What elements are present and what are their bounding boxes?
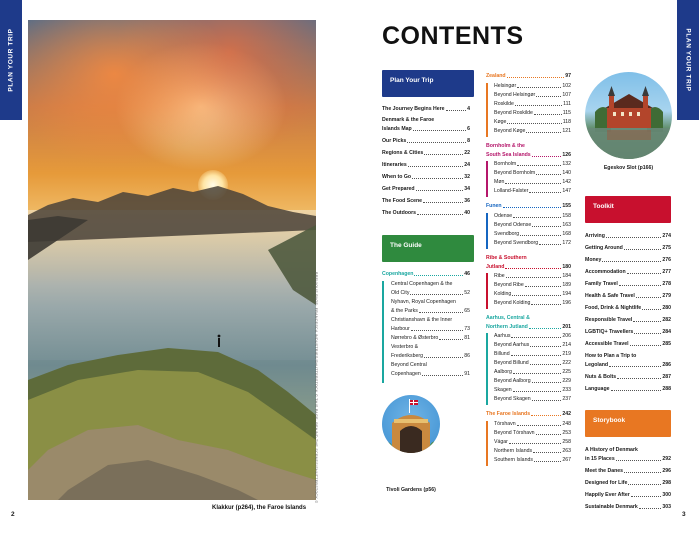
photo-credit: PREVIOUS PAGE: FRANCESCA INDUSTRIES/SHUTTERSTOCK © THIS PAGE: BEHIND THE SCENES/SHUTTERSTOCK © bbox=[314, 272, 318, 504]
toc-label: Accessible Travel bbox=[585, 341, 629, 347]
toc-label: Helsingør bbox=[494, 83, 517, 89]
toc-page: 284 bbox=[662, 329, 671, 335]
toc-page: 172 bbox=[562, 240, 571, 246]
toc-label: Accommodation bbox=[585, 269, 626, 275]
toc-entry[interactable] bbox=[585, 386, 671, 393]
toc-page: 52 bbox=[464, 290, 470, 296]
toc-page: 102 bbox=[562, 83, 571, 89]
toc-label: Responsible Travel bbox=[585, 317, 633, 323]
toc-label: LGBTIQ+ Travellers bbox=[585, 329, 634, 335]
toc-label: Lolland-Falster bbox=[494, 188, 529, 194]
toc-page: 6 bbox=[467, 126, 470, 132]
toc-page: 73 bbox=[464, 326, 470, 332]
side-tab-left-label: PLAN YOUR TRIP bbox=[7, 28, 15, 92]
toc-subentry-line1[interactable]: Vesterbro & bbox=[391, 344, 419, 350]
toc-subentry[interactable] bbox=[494, 351, 571, 358]
toc-label: Møn bbox=[494, 179, 505, 185]
ribe-bar bbox=[486, 273, 488, 309]
toc-page: 65 bbox=[464, 308, 470, 314]
toc-region-line1[interactable]: Aarhus, Central & bbox=[486, 315, 530, 321]
toc-label: Happily Ever After bbox=[585, 492, 630, 498]
toc-subentry-line1[interactable]: Christianshavn & the Inner bbox=[391, 317, 453, 323]
toc-entry[interactable]: Legoland 286 bbox=[585, 362, 671, 368]
toc-subentry[interactable] bbox=[494, 421, 571, 428]
toc-page: 222 bbox=[562, 360, 571, 366]
toc-label: Aalborg bbox=[494, 369, 512, 375]
toc-subentry[interactable] bbox=[494, 213, 571, 220]
toc-page: 24 bbox=[464, 162, 470, 168]
toc-label: The Food Scene bbox=[382, 198, 423, 204]
toc-entry[interactable] bbox=[585, 341, 671, 348]
toc-page: 292 bbox=[662, 456, 671, 462]
toc-subentry[interactable] bbox=[494, 240, 571, 247]
toc-label: Beyond Odense bbox=[494, 222, 532, 228]
toc-label: Tórshavn bbox=[494, 421, 516, 427]
toc-page: 91 bbox=[464, 371, 470, 377]
side-tab-left bbox=[0, 0, 22, 120]
toc-label: Nuts & Bolts bbox=[585, 374, 617, 380]
toc-entry[interactable] bbox=[382, 150, 470, 157]
toc-subentry[interactable] bbox=[494, 222, 571, 229]
toc-page: 168 bbox=[562, 231, 571, 237]
toc-page: 280 bbox=[662, 305, 671, 311]
toc-subentry[interactable] bbox=[494, 369, 571, 376]
toc-region[interactable]: South Sea Islands 126 bbox=[486, 152, 571, 158]
toc-page: 40 bbox=[464, 210, 470, 216]
toc-page: 118 bbox=[562, 119, 571, 125]
plan-your-trip-header-label: Plan Your Trip bbox=[390, 77, 434, 84]
toc-page: 86 bbox=[464, 353, 470, 359]
toc-entry[interactable] bbox=[382, 174, 470, 181]
toc-page: 140 bbox=[562, 170, 571, 176]
toc-label: Beyond Billund bbox=[494, 360, 529, 366]
toc-subentry[interactable] bbox=[494, 378, 571, 385]
toc-subentry[interactable]: & the Parks 65 bbox=[391, 308, 470, 314]
toc-page: 46 bbox=[464, 271, 470, 277]
toc-region[interactable]: Northern Jutland 201 bbox=[486, 324, 571, 330]
toc-label: Northern Islands bbox=[494, 448, 533, 454]
toc-page: 22 bbox=[464, 150, 470, 156]
toc-subentry[interactable] bbox=[494, 430, 571, 437]
toc-subentry[interactable] bbox=[494, 92, 571, 99]
copenhagen-bar bbox=[382, 281, 384, 383]
toc-page: 219 bbox=[562, 351, 571, 357]
toc-label: Language bbox=[585, 386, 610, 392]
toc-entry[interactable] bbox=[585, 480, 671, 487]
tivoli-caption: Tivoli Gardens (p56) bbox=[386, 487, 436, 493]
toc-page: 201 bbox=[562, 324, 571, 330]
the-guide-header bbox=[382, 235, 474, 262]
toc-region[interactable] bbox=[486, 73, 571, 80]
toc-entry[interactable] bbox=[382, 106, 470, 113]
toc-subentry[interactable] bbox=[494, 448, 571, 455]
egeskov-castle-illustration bbox=[585, 72, 672, 159]
toc-label: Beyond Ribe bbox=[494, 282, 524, 288]
toc-label: Billund bbox=[494, 351, 510, 357]
toc-page: 300 bbox=[662, 492, 671, 498]
toc-subentry[interactable] bbox=[494, 360, 571, 367]
toc-entry[interactable] bbox=[382, 210, 470, 217]
toc-page: 147 bbox=[562, 188, 571, 194]
bornholm-bar bbox=[486, 161, 488, 197]
tivoli-gardens-photo bbox=[382, 395, 440, 453]
toc-subentry[interactable]: Harbour 73 bbox=[391, 326, 470, 332]
toc-region[interactable] bbox=[382, 271, 470, 278]
toc-page: 267 bbox=[562, 457, 571, 463]
toc-entry[interactable] bbox=[382, 186, 470, 193]
side-tab-right bbox=[677, 0, 699, 120]
toc-entry[interactable] bbox=[585, 281, 671, 288]
toc-subentry[interactable] bbox=[494, 439, 571, 446]
toc-label: Nørrebro & Østerbro bbox=[391, 335, 439, 341]
toc-page: 279 bbox=[662, 293, 671, 299]
toc-entry[interactable] bbox=[585, 305, 671, 312]
toc-label: Aarhus bbox=[494, 333, 511, 339]
toc-region-line1[interactable]: Ribe & Southern bbox=[486, 255, 527, 261]
toc-label: Food, Drink & Nightlife bbox=[585, 305, 642, 311]
toc-entry[interactable] bbox=[382, 138, 470, 145]
toc-page: 303 bbox=[662, 504, 671, 510]
toc-subentry[interactable] bbox=[494, 333, 571, 340]
toc-page: 237 bbox=[562, 396, 571, 402]
toc-label: Zealand bbox=[486, 73, 506, 79]
toc-subentry-line1[interactable]: Nyhavn, Royal Copenhagen bbox=[391, 299, 456, 305]
toc-subentry[interactable] bbox=[494, 170, 571, 177]
toc-page: 184 bbox=[562, 273, 571, 279]
toc-page: 288 bbox=[662, 386, 671, 392]
egeskov-slot-photo bbox=[585, 72, 672, 159]
toc-page: 298 bbox=[662, 480, 671, 486]
toc-subentry[interactable]: Old City 52 bbox=[391, 290, 470, 296]
toc-page: 286 bbox=[662, 362, 671, 368]
toc-entry[interactable]: in 15 Places 292 bbox=[585, 456, 671, 462]
toc-page: 32 bbox=[464, 174, 470, 180]
toc-subentry[interactable]: Frederiksberg 86 bbox=[391, 353, 470, 359]
toc-page: 142 bbox=[562, 179, 571, 185]
toc-page: 278 bbox=[662, 281, 671, 287]
toc-subentry[interactable] bbox=[494, 179, 571, 186]
photo-caption: Klakkur (p264), the Faroe Islands bbox=[212, 505, 307, 511]
toc-entry[interactable] bbox=[585, 492, 671, 499]
toc-page: 126 bbox=[562, 152, 571, 158]
toc-entry-label-line1[interactable]: Denmark & the Faroe bbox=[382, 117, 435, 123]
toc-entry[interactable] bbox=[585, 233, 671, 240]
toc-page: 132 bbox=[562, 161, 571, 167]
toc-page: 274 bbox=[662, 233, 671, 239]
toc-entry[interactable] bbox=[382, 162, 470, 169]
toc-label: Beyond Aarhus bbox=[494, 342, 530, 348]
toc-label: Beyond Aalborg bbox=[494, 378, 531, 384]
toc-page: 196 bbox=[562, 300, 571, 306]
toc-page: 258 bbox=[562, 439, 571, 445]
egeskov-caption: Egeskov Slot (p166) bbox=[603, 165, 654, 171]
toc-subentry[interactable] bbox=[494, 300, 571, 307]
toc-label: Ribe bbox=[494, 273, 505, 279]
toc-page: 253 bbox=[562, 430, 571, 436]
toc-page: 296 bbox=[662, 468, 671, 474]
toc-label: Bornholm bbox=[494, 161, 517, 167]
toc-entry[interactable] bbox=[382, 198, 470, 205]
toc-page: 214 bbox=[562, 342, 571, 348]
toc-page: 242 bbox=[562, 411, 571, 417]
toc-label: Køge bbox=[494, 119, 507, 125]
toc-label: Regions & Cities bbox=[382, 150, 424, 156]
toc-page: 194 bbox=[562, 291, 571, 297]
storybook-header-label: Storybook bbox=[593, 417, 626, 424]
toc-subentry[interactable] bbox=[494, 128, 571, 135]
toc-label: Arriving bbox=[585, 233, 605, 239]
toc-page: 229 bbox=[562, 378, 571, 384]
toc-label: Svendborg bbox=[494, 231, 520, 237]
toc-label: The Journey Begins Here bbox=[382, 106, 445, 112]
toc-page: 81 bbox=[464, 335, 470, 341]
plan-your-trip-header bbox=[382, 70, 474, 97]
toc-subentry[interactable] bbox=[494, 273, 571, 280]
toc-label: Itineraries bbox=[382, 162, 407, 168]
toc-entry[interactable] bbox=[585, 245, 671, 252]
toc-page: 97 bbox=[565, 73, 571, 79]
toc-label: Beyond Køge bbox=[494, 128, 526, 134]
toc-entry[interactable] bbox=[585, 293, 671, 300]
toc-subentry-line1[interactable]: Beyond Central bbox=[391, 362, 427, 368]
toc-label: Money bbox=[585, 257, 602, 263]
toc-page: 263 bbox=[562, 448, 571, 454]
zealand-bar bbox=[486, 83, 488, 137]
toc-label: Skagen bbox=[494, 387, 512, 393]
toc-subentry[interactable] bbox=[494, 387, 571, 394]
toc-page: 107 bbox=[562, 92, 571, 98]
toc-entry-label-line1[interactable]: How to Plan a Trip to bbox=[585, 353, 637, 359]
toc-label: Copenhagen bbox=[382, 271, 414, 277]
page-number-left: 2 bbox=[11, 511, 15, 518]
toc-entry[interactable] bbox=[585, 504, 671, 511]
toc-subentry[interactable] bbox=[494, 83, 571, 90]
toc-region[interactable] bbox=[486, 411, 571, 418]
toc-subentry[interactable] bbox=[494, 188, 571, 195]
toc-page: 111 bbox=[563, 101, 571, 107]
toc-page: 206 bbox=[562, 333, 571, 339]
toc-label: Beyond Kolding bbox=[494, 300, 531, 306]
toc-page: 282 bbox=[662, 317, 671, 323]
toc-label: Our Picks bbox=[382, 138, 407, 144]
tivoli-gate-illustration bbox=[382, 395, 440, 453]
toc-label: Get Prepared bbox=[382, 186, 415, 192]
landscape-illustration bbox=[28, 20, 316, 500]
toc-label: Designed for Life bbox=[585, 480, 628, 486]
toc-subentry[interactable] bbox=[494, 101, 571, 108]
faroe-bar bbox=[486, 421, 488, 466]
toc-subentry[interactable] bbox=[494, 291, 571, 298]
toc-page: 248 bbox=[562, 421, 571, 427]
funen-bar bbox=[486, 213, 488, 249]
toc-label: Southern Islands bbox=[494, 457, 533, 463]
toc-page: 189 bbox=[562, 282, 571, 288]
toc-label: Sustainable Denmark bbox=[585, 504, 638, 510]
toc-entry[interactable] bbox=[585, 468, 671, 475]
toc-label: Roskilde bbox=[494, 101, 514, 107]
toc-label: Health & Safe Travel bbox=[585, 293, 635, 299]
toc-label: The Outdoors bbox=[382, 210, 417, 216]
toc-label: Beyond Tórshavn bbox=[494, 430, 535, 436]
toc-entry-label-line1[interactable]: A History of Denmark bbox=[585, 447, 638, 453]
toolkit-header bbox=[585, 196, 671, 223]
toc-label: Family Travel bbox=[585, 281, 618, 287]
toc-page: 158 bbox=[562, 213, 571, 219]
toc-label: Getting Around bbox=[585, 245, 623, 251]
page-title: CONTENTS bbox=[382, 22, 524, 50]
toc-page: 8 bbox=[467, 138, 470, 144]
side-tab-right-label: PLAN YOUR TRIP bbox=[684, 28, 692, 92]
toc-entry[interactable]: Islands Map 6 bbox=[382, 126, 470, 132]
toc-subentry[interactable] bbox=[494, 342, 571, 349]
toc-page: 276 bbox=[662, 257, 671, 263]
toc-subentry-line1[interactable]: Central Copenhagen & the bbox=[391, 281, 453, 287]
toc-label: Kolding bbox=[494, 291, 512, 297]
toc-page: 285 bbox=[662, 341, 671, 347]
toc-subentry[interactable] bbox=[494, 457, 571, 464]
toc-page: 225 bbox=[562, 369, 571, 375]
toc-label: Funen bbox=[486, 203, 502, 209]
toc-label: Beyond Roskilde bbox=[494, 110, 533, 116]
toolkit-header-label: Toolkit bbox=[593, 203, 614, 210]
toc-entry[interactable] bbox=[585, 374, 671, 381]
toc-subentry[interactable] bbox=[494, 231, 571, 238]
toc-subentry[interactable] bbox=[494, 161, 571, 168]
toc-page: 36 bbox=[464, 198, 470, 204]
toc-subentry[interactable] bbox=[494, 110, 571, 117]
toc-label: Beyond Bornholm bbox=[494, 170, 536, 176]
toc-label: The Faroe Islands bbox=[486, 411, 531, 417]
toc-label: Odense bbox=[494, 213, 513, 219]
toc-region[interactable] bbox=[486, 203, 571, 210]
toc-subentry[interactable] bbox=[391, 335, 470, 342]
toc-page: 34 bbox=[464, 186, 470, 192]
toc-page: 275 bbox=[662, 245, 671, 251]
toc-entry[interactable] bbox=[585, 269, 671, 276]
toc-label: Vágar bbox=[494, 439, 508, 445]
toc-page: 287 bbox=[662, 374, 671, 380]
page-number-right: 3 bbox=[682, 511, 686, 518]
toc-page: 4 bbox=[467, 106, 470, 112]
toc-label: Beyond Skagen bbox=[494, 396, 531, 402]
toc-label: Beyond Helsingør bbox=[494, 92, 536, 98]
toc-region[interactable]: Jutland 180 bbox=[486, 264, 571, 270]
toc-subentry[interactable] bbox=[494, 282, 571, 289]
toc-entry[interactable] bbox=[585, 317, 671, 324]
faroe-islands-photo bbox=[28, 20, 316, 500]
toc-page: 277 bbox=[662, 269, 671, 275]
aarhus-bar bbox=[486, 333, 488, 405]
toc-page: 163 bbox=[562, 222, 571, 228]
toc-subentry[interactable] bbox=[494, 396, 571, 403]
toc-subentry[interactable] bbox=[494, 119, 571, 126]
toc-page: 115 bbox=[562, 110, 571, 116]
toc-entry[interactable] bbox=[585, 257, 671, 264]
toc-region-line1[interactable]: Bornholm & the bbox=[486, 143, 525, 149]
toc-entry[interactable] bbox=[585, 329, 671, 336]
toc-subentry[interactable]: Copenhagen 91 bbox=[391, 371, 470, 377]
toc-page: 233 bbox=[562, 387, 571, 393]
toc-page: 121 bbox=[562, 128, 571, 134]
toc-label: When to Go bbox=[382, 174, 412, 180]
toc-page: 155 bbox=[562, 203, 571, 209]
toc-page: 180 bbox=[562, 264, 571, 270]
toc-label: Meet the Danes bbox=[585, 468, 624, 474]
the-guide-header-label: The Guide bbox=[390, 242, 422, 249]
toc-label: Beyond Svendborg bbox=[494, 240, 539, 246]
storybook-header bbox=[585, 410, 671, 437]
